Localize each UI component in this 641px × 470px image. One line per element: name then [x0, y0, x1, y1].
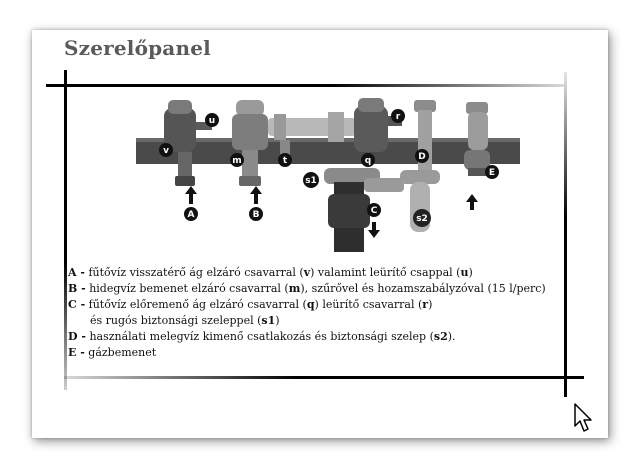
legend-item-c: C - fűtővíz előremenő ág elzáró csavarral (q) leürítő csavarral (r) — [68, 298, 433, 311]
marker-b — [249, 207, 263, 221]
mouse-cursor-icon — [573, 402, 595, 438]
top-rule — [46, 84, 564, 87]
bottom-rule — [64, 376, 584, 379]
arrow-up-e-icon — [466, 194, 478, 210]
marker-t — [278, 153, 292, 167]
svg-text:t: t — [282, 156, 288, 166]
left-rule — [64, 70, 67, 390]
svg-text:s2: s2 — [416, 214, 428, 224]
arrow-down-c-icon — [368, 222, 380, 238]
marker-v — [159, 143, 173, 157]
svg-text:v: v — [163, 146, 169, 156]
valve-b — [232, 100, 268, 186]
safety-valve-s1 — [324, 168, 404, 252]
legend — [68, 265, 558, 361]
marker-s1 — [303, 172, 319, 188]
svg-text:D: D — [418, 152, 426, 162]
marker-u — [205, 113, 219, 127]
arrow-up-a-icon — [185, 186, 197, 204]
legend-item-b: B - hidegvíz bemenet elzáró csavarral (m), szűrővel és hozamszabályzóval (15 l/perc) — [68, 282, 546, 295]
legend-item-c-continued: és rugós biztonsági szeleppel (s1) — [90, 314, 280, 327]
svg-text:A: A — [187, 210, 195, 220]
mounting-panel-diagram — [128, 94, 524, 260]
legend-item-e: E - gázbemenet — [68, 346, 157, 359]
svg-text:E: E — [488, 168, 496, 178]
marker-s2 — [413, 209, 431, 227]
svg-text:B: B — [252, 210, 260, 220]
mounting-panel-illustration — [128, 94, 524, 260]
marker-m — [230, 153, 244, 167]
legend-item-d: D - használati melegvíz kimenő csatlakozás és biztonsági szelep (s2). — [68, 330, 456, 343]
marker-a — [184, 207, 198, 221]
legend-item-a: A - fűtővíz visszatérő ág elzáró csavarral (v) valamint leürítő csappal (u) — [68, 266, 473, 279]
svg-text:q: q — [364, 156, 372, 166]
right-rule — [564, 72, 567, 397]
marker-r — [391, 109, 405, 123]
marker-q — [361, 153, 375, 167]
svg-text:s1: s1 — [305, 176, 317, 186]
marker-d — [415, 149, 429, 163]
marker-e — [485, 165, 499, 179]
svg-text:r: r — [395, 112, 401, 122]
svg-text:m: m — [232, 156, 242, 166]
page-title: Szerelőpanel — [64, 36, 211, 60]
svg-text:u: u — [208, 116, 216, 126]
marker-c — [367, 203, 381, 217]
svg-text:C: C — [370, 206, 378, 216]
arrow-up-b-icon — [250, 186, 262, 204]
